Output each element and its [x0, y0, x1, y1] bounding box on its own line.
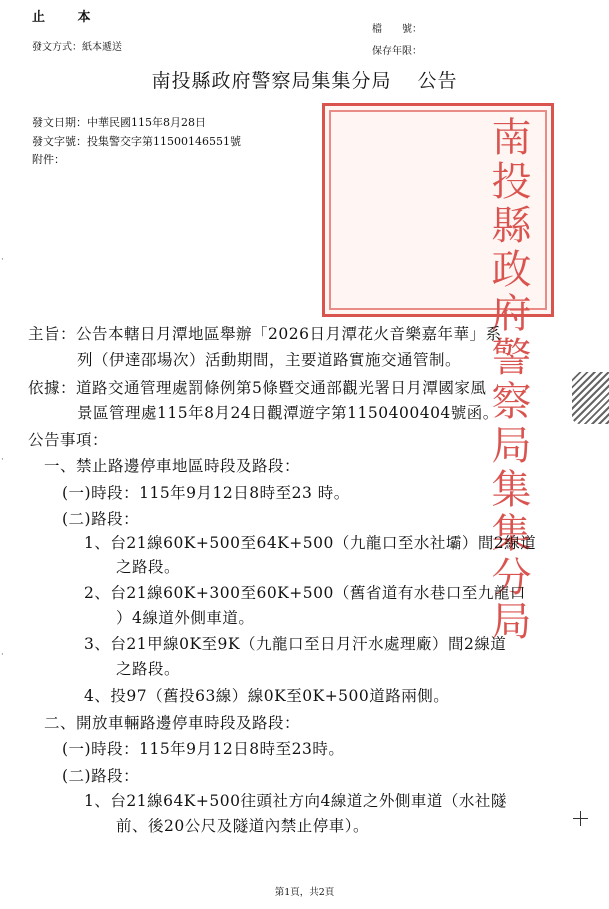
road-item-2-line-2: ）4線道外側車道。 — [116, 609, 255, 627]
document-number: 發文字號：投集警交字第11500146551號 — [32, 135, 241, 148]
attachment-label: 附件： — [32, 153, 65, 166]
road-item-3-line-1: 3、台21甲線0K至9K（九龍口至日月汗水處理廠）間2線道 — [84, 635, 507, 653]
road-item-4: 4、投97（舊投63線）線0K至0K+500道路兩側。 — [84, 687, 450, 705]
binding-mark: · — [1, 255, 4, 265]
issue-date: 發文日期：中華民國115年8月28日 — [32, 116, 206, 129]
section-1-roads-heading: (二)路段： — [62, 510, 140, 528]
binding-mark: · — [1, 455, 4, 465]
issuing-org: 南投縣政府警察局集集分局 — [151, 70, 392, 92]
section-2-period: (一)時段：115年9月12日8時至23時。 — [62, 740, 345, 758]
binding-mark: · — [1, 650, 4, 660]
send-method: 發文方式：紙本遞送 — [32, 42, 122, 53]
road-item-2-line-1: 2、台21線60K+300至60K+500（舊省道有水巷口至九龍口 — [84, 584, 526, 602]
crosshair-icon — [573, 811, 588, 826]
section-2-heading: 二、開放車輛路邊停車時段及路段： — [44, 714, 301, 732]
document-title — [0, 66, 609, 93]
subject-line-2: 列（伊達邵場次）活動期間，主要道路實施交通管制。 — [77, 351, 462, 369]
open-road-item-1-line-2: 前、後20公尺及隧道內禁止停車）。 — [116, 817, 369, 835]
edge-stamp — [572, 372, 609, 424]
section-1-period: (一)時段：115年9月12日8時至23 時。 — [62, 484, 350, 502]
open-road-item-1-line-1: 1、台21線64K+500往頭社方向4線道之外側車道（水社隧 — [84, 792, 507, 810]
document-type: 公告 — [417, 70, 458, 92]
seal-text: 南投縣政府警察局集集分局 — [485, 116, 531, 644]
copy-mark: 止 本 — [32, 10, 105, 25]
road-item-1-line-1: 1、台21線60K+500至64K+500（九龍口至水社壩）間2線道 — [84, 534, 537, 552]
announcement-heading: 公告事項： — [28, 431, 109, 449]
road-item-3-line-2: 之路段。 — [116, 660, 181, 678]
basis-line-2: 景區管理處115年8月24日觀潭遊字第1150400404號函。 — [77, 404, 499, 422]
section-2-roads-heading: (二)路段： — [62, 767, 140, 785]
retention-label: 保存年限： — [372, 46, 422, 57]
basis-line-1: 依據：道路交通管理處罰條例第5條暨交通部觀光署日月潭國家風 — [28, 379, 487, 397]
page-number: 第1頁，共2頁 — [274, 887, 335, 898]
road-item-1-line-2: 之路段。 — [116, 558, 181, 576]
subject-line-1: 主旨：公告本轄日月潭地區舉辦「2026日月潭花火音樂嘉年華」系 — [28, 325, 502, 343]
official-seal — [322, 103, 554, 644]
file-number-label: 檔 號： — [372, 24, 422, 35]
section-1-heading: 一、禁止路邊停車地區時段及路段： — [44, 457, 301, 475]
